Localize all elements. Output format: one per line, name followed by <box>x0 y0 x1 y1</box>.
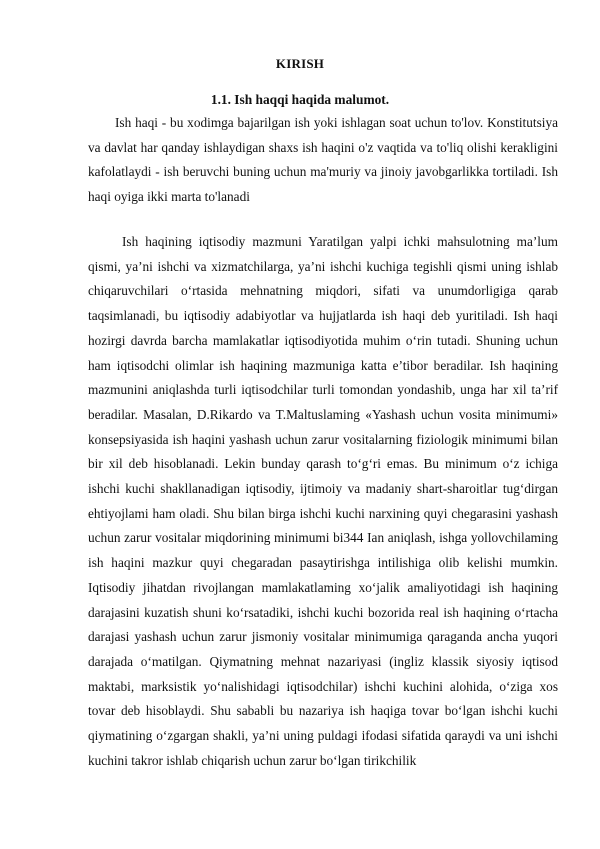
page-heading: KIRISH <box>275 56 325 71</box>
section-heading: 1.1. Ish haqqi haqida malumot. <box>210 92 390 107</box>
paragraph-main: Ish haqining iqtisodiy mazmuni Yaratilgan yalpi ichki mahsulotning ma’lum qismi, ya’ni ishchi va xizmatchilarga, ya’ni ishchi kuchiga tegishli qismi uning ishlab chiqaruvchilari o‘rtasida mehnatning miqdori, sifati va unumdorligiga qarab taqsimlanadi, bu iqtisodiy adabiyotlar va hujjatlarda ish haqi deb yuritiladi. Ish haqi hozirgi davrda barcha mamlakatlar iqtisodiyotida muhim o‘rin tutadi. Shuning uchun ham iqtisodchi olimlar ish haqining mazmuniga katta e’tibor beradilar. Ish haqining mazmunini aniqlashda turli iqtisodchilar turli tomondan yondashib, unga har xil ta’rif beradilar. Masalan, D.Rikardo va T.Maltuslaming «Yashash uchun vosita minimumi» konsepsiyasida ish haqini yashash uchun zarur vositalarning fiziologik minimumi bilan bir xil deb hisoblanadi. Lekin bunday qarash to‘g‘ri emas. Bu minimum o‘z ichiga ishchi kuchi shakllanadigan iqtisodiy, ijtimoiy va madaniy shart-sharoitlar tug‘dirgan ehtiyojlami ham oladi. Shu bilan birga ishchi kuchi narxining quyi chegarasini yashash uchun zarur vositalar miqdorining minimumi bi344 Ian aniqlash, ishga yollovchilaming ish haqini mazkur quyi chegaradan pasaytirishga intilishiga olib kelishi mumkin. Iqtisodiy jihatdan rivojlangan mamlakatlaming xo‘jalik amaliyotidagi ish haqining darajasini kuzatish shuni ko‘rsatadiki, ishchi kuchi bozorida real ish haqining o‘rtacha darajasi yashash uchun zarur jismoniy vositalar minimumiga qaraganda ancha yuqori darajada o‘matilgan. Qiymatning mehnat nazariyasi (ingliz klassik siyosiy iqtisod maktabi, marksistik yo‘nalishidagi iqtisodchilar) ishchi kuchini alohida, o‘ziga xos tovar deb hisoblaydi. Shu sababli bu nazariya ish haqiga tovar bo‘lgan ishchi kuchi qiymatining o‘zgargan shakli, ya’ni uning puldagi ifodasi sifatida qaraydi va uni ishchi kuchini takror ishlab chiqarish uchun zarur bo‘lgan tirikchilik <box>88 234 558 768</box>
paragraph-intro: Ish haqi - bu xodimga bajarilgan ish yoki ishlagan soat uchun to'lov. Konstitutsiya va davlat har qanday ishlaydigan shaxs ish haqini o'z vaqtida va to'liq olishi kerakligini kafolatlaydi - ish beruvchi buning uchun ma'muriy va jinoiy javobgarlikka tortiladi. Ish haqi oyiga ikki marta to'lanadi <box>88 115 558 205</box>
